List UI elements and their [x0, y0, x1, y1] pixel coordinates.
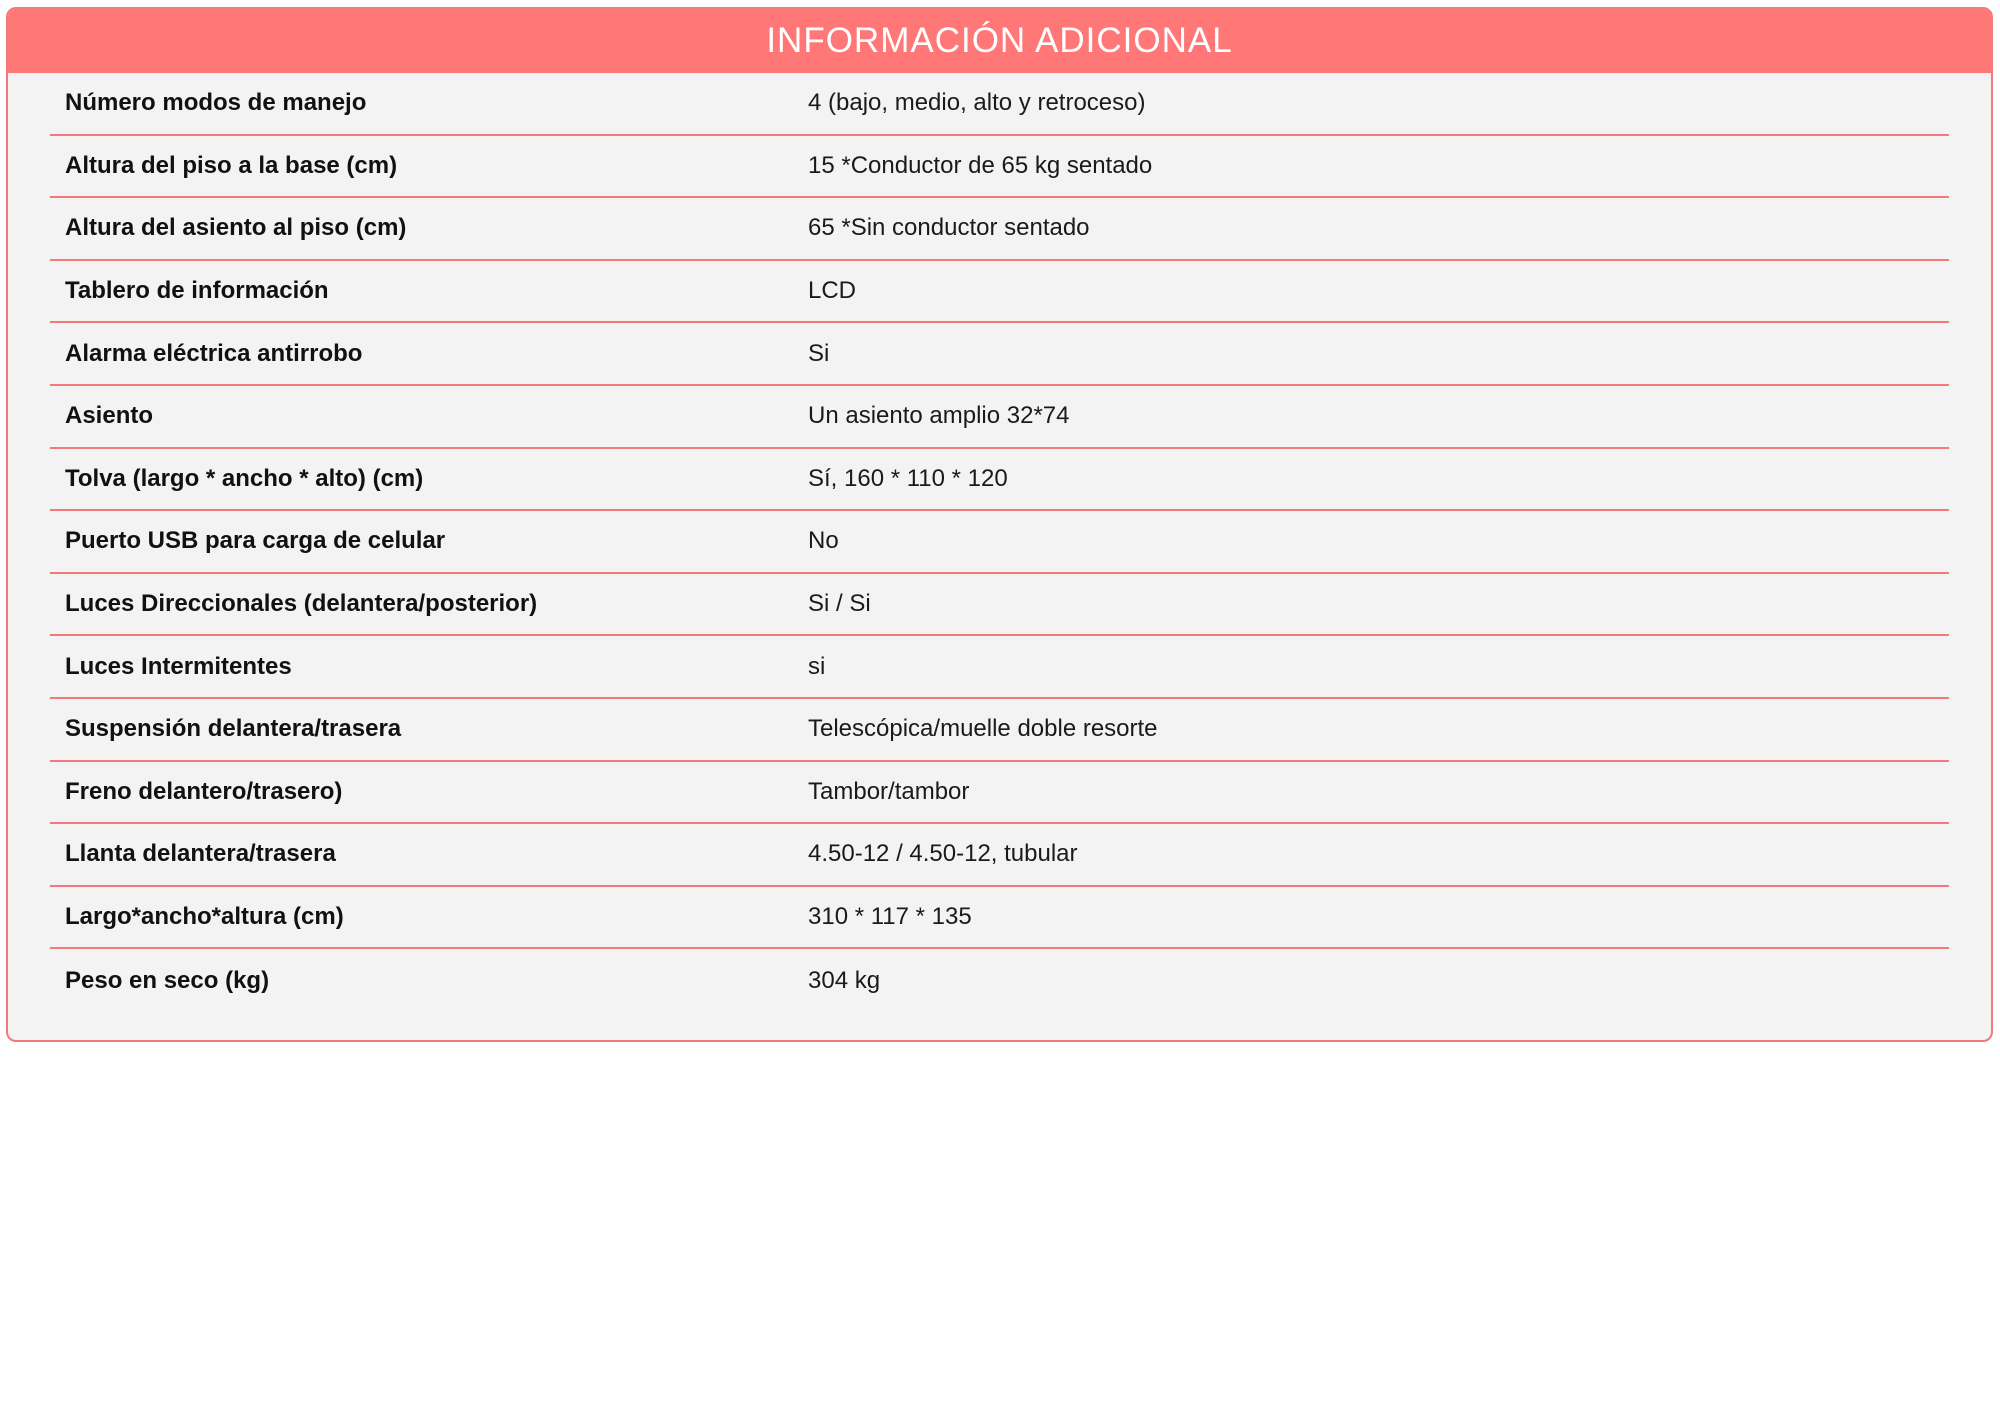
spec-label: Peso en seco (kg): [65, 966, 270, 994]
table-row: [50, 824, 1949, 887]
spec-value: No: [808, 527, 839, 555]
spec-value: 65 *Sin conductor sentado: [808, 214, 1090, 242]
table-row: [50, 73, 1949, 136]
table-row: [50, 949, 1949, 1012]
additional-info-panel: [6, 7, 1993, 1042]
spec-value: Tambor/tambor: [808, 777, 970, 805]
spec-label: Tablero de información: [65, 277, 329, 305]
spec-label: Alarma eléctrica antirrobo: [65, 339, 363, 367]
spec-value: LCD: [808, 277, 857, 305]
table-row: [50, 136, 1949, 199]
panel-header: [8, 9, 1991, 73]
spec-label: Suspensión delantera/trasera: [65, 715, 402, 743]
spec-value: Telescópica/muelle doble resorte: [808, 715, 1158, 743]
table-row: [50, 699, 1949, 762]
spec-label: Puerto USB para carga de celular: [65, 527, 446, 555]
spec-label: Luces Direccionales (delantera/posterior): [65, 590, 538, 618]
spec-value: 304 kg: [808, 966, 881, 994]
table-row: [50, 198, 1949, 261]
spec-value: 4 (bajo, medio, alto y retroceso): [808, 89, 1146, 117]
table-row: [50, 574, 1949, 637]
spec-value: Un asiento amplio 32*74: [808, 402, 1070, 430]
spec-value: Si: [808, 339, 830, 367]
spec-value: 310 * 117 * 135: [808, 903, 972, 931]
spec-label: Luces Intermitentes: [65, 652, 292, 680]
table-row: [50, 386, 1949, 449]
spec-table: [50, 73, 1949, 1012]
spec-label: Altura del piso a la base (cm): [65, 151, 398, 179]
spec-label: Llanta delantera/trasera: [65, 840, 336, 868]
spec-value: si: [808, 652, 826, 680]
table-row: [50, 762, 1949, 825]
spec-value: 4.50-12 / 4.50-12, tubular: [808, 840, 1078, 868]
spec-label: Asiento: [65, 402, 154, 430]
spec-label: Tolva (largo * ancho * alto) (cm): [65, 464, 424, 492]
spec-value: Sí, 160 * 110 * 120: [808, 464, 1008, 492]
spec-label: Altura del asiento al piso (cm): [65, 214, 407, 242]
spec-label: Freno delantero/trasero): [65, 777, 343, 805]
panel-title: INFORMACIÓN ADICIONAL: [766, 21, 1233, 60]
spec-value: 15 *Conductor de 65 kg sentado: [808, 151, 1153, 179]
table-row: [50, 449, 1949, 512]
table-row: [50, 511, 1949, 574]
table-row: [50, 323, 1949, 386]
table-row: [50, 887, 1949, 950]
table-row: [50, 636, 1949, 699]
table-row: [50, 261, 1949, 324]
spec-value: Si / Si: [808, 590, 871, 618]
spec-label: Largo*ancho*altura (cm): [65, 903, 344, 931]
spec-label: Número modos de manejo: [65, 89, 367, 117]
